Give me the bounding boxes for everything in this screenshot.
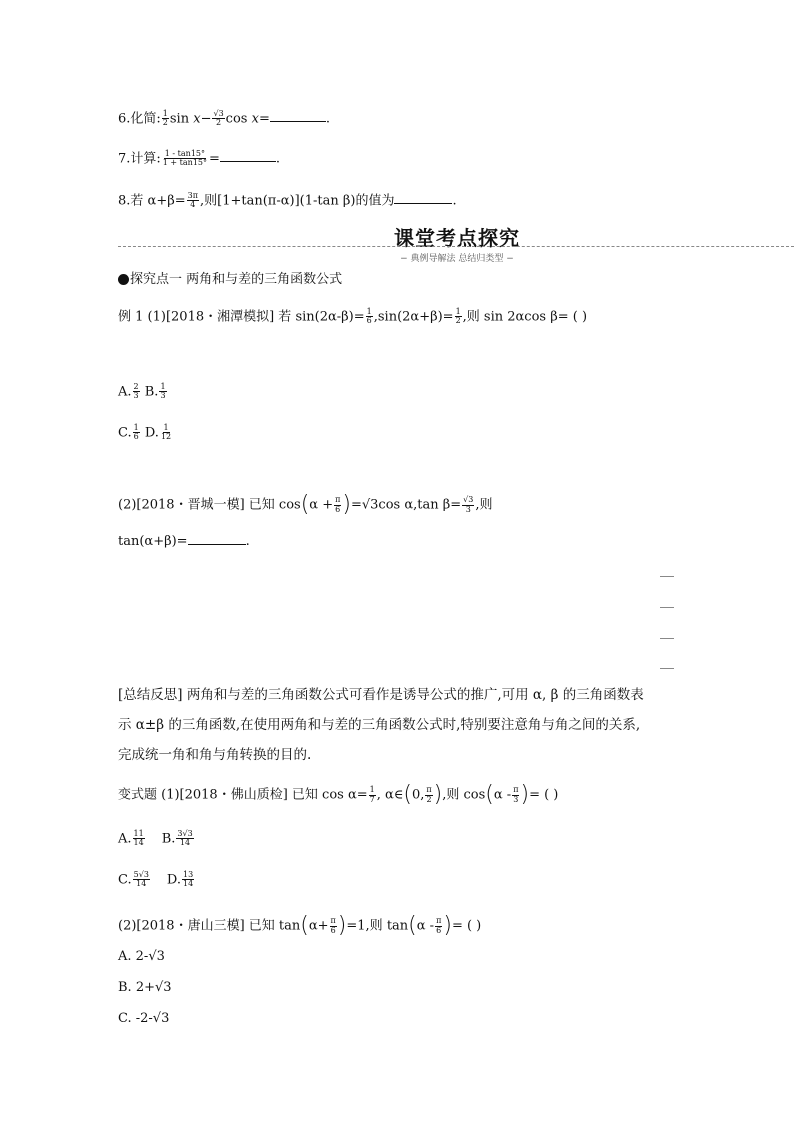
margin-dash	[660, 668, 674, 669]
option-d-value: $\frac{1}{12}$	[160, 423, 172, 442]
section-title: 课堂考点探究	[394, 226, 520, 250]
option-b-value: $\frac{1}{3}$	[160, 382, 166, 401]
answer-blank[interactable]	[270, 110, 326, 122]
example-1-options-ab: A. $\frac{2}{3}$ B. $\frac{1}{3}$	[118, 382, 166, 401]
variant-part-1: 变式题 (1)[2018・佛山质检] 已知 cos α= $\frac{1}{7}$ , α∈(0, $\frac{\pi}{2}$ ),则 cos(α - $\frac{\pi}{3}$ )= ( )	[118, 782, 559, 807]
margin-dash	[660, 638, 674, 639]
question-8: 8.若 α+β= $\frac{3\pi}{4}$ ,则[1+tan(π-α)](1-tan β)的值为 .	[118, 191, 457, 210]
answer-blank[interactable]	[220, 150, 276, 162]
option-d-value: $\frac{13}{14}$	[183, 870, 194, 889]
option-a-value: $\frac{2}{3}$	[133, 382, 139, 401]
fraction-sqrt3-over-2: $\frac{√3}{2}$	[213, 109, 224, 128]
bullet-icon	[118, 274, 129, 285]
option-a-value: $\frac{11}{14}$	[133, 829, 144, 848]
fraction-1-2: $\frac{1}{2}$	[455, 307, 461, 326]
variant-2-option-c: C. -2-√3	[118, 1011, 170, 1026]
example-1-part-2-line-2: tan(α+β)= .	[118, 534, 250, 549]
question-6: 6.化简: $\frac{1}{2}$ sin x− $\frac{√3}{2}$ cos x= .	[118, 109, 330, 128]
answer-blank[interactable]	[394, 192, 452, 204]
answer-blank[interactable]	[188, 533, 246, 545]
section-divider	[118, 246, 794, 247]
section-subtitle: − 典例导解法 总结归类型 −	[400, 254, 514, 264]
variant-2-option-b: B. 2+√3	[118, 980, 172, 995]
fraction-1-6: $\frac{1}{6}$	[366, 307, 372, 326]
fraction-3pi-over-4: $\frac{3\pi}{4}$	[187, 191, 198, 210]
fraction-tan15: $\frac{1 - \tan 15^\circ}{1 + \tan 15^\circ}$	[162, 149, 207, 168]
fraction-pi-2: $\frac{\pi}{2}$	[426, 785, 432, 804]
fraction-1-7: $\frac{1}{7}$	[369, 785, 375, 804]
variant-1-options-cd: C. $\frac{5√3}{14}$ D. $\frac{13}{14}$	[118, 870, 194, 889]
margin-dash	[660, 607, 674, 608]
fraction-sqrt3-3: $\frac{√3}{3}$	[463, 495, 474, 514]
variant-part-2: (2)[2018・唐山三模] 已知 tan(α+ $\frac{\pi}{6}$ )=1,则 tan(α - $\frac{\pi}{6}$ )= ( )	[118, 913, 482, 938]
option-c-value: $\frac{5√3}{14}$	[133, 870, 149, 889]
example-1-part-1: 例 1 (1)[2018・湘潭模拟] 若 sin(2α-β)= $\frac{1}{6}$ ,sin(2α+β)= $\frac{1}{2}$ ,则 sin 2αcos β= ( )	[118, 307, 588, 326]
variant-1-options-ab: A. $\frac{11}{14}$ B. $\frac{3√3}{14}$	[118, 829, 193, 848]
margin-dash	[660, 576, 674, 577]
option-c-value: $\frac{1}{6}$	[133, 423, 139, 442]
example-1-options-cd: C. $\frac{1}{6}$ D. $\frac{1}{12}$	[118, 423, 172, 442]
question-7: 7.计算: $\frac{1 - \tan 15^\circ}{1 + \tan 15^\circ}$ = .	[118, 149, 281, 168]
fraction-pi-3: $\frac{\pi}{3}$	[513, 785, 519, 804]
fraction-half: $\frac{1}{2}$	[162, 109, 168, 128]
fraction-pi-6: $\frac{\pi}{6}$	[335, 495, 341, 514]
option-b-value: $\frac{3√3}{14}$	[177, 829, 193, 848]
topic-heading: 探究点一 两角和与差的三角函数公式	[118, 273, 342, 286]
fraction-pi-6: $\frac{\pi}{6}$	[436, 916, 442, 935]
variant-2-option-a: A. 2-√3	[118, 949, 165, 964]
fraction-pi-6: $\frac{\pi}{6}$	[330, 916, 336, 935]
example-1-part-2: (2)[2018・晋城一模] 已知 cos(α + $\frac{\pi}{6}$ )=√3cos α,tan β= $\frac{√3}{3}$ ,则	[118, 492, 493, 517]
summary-reflection: [总结反思] 两角和与差的三角函数公式可看作是诱导公式的推广,可用 α, β 的三角函数表 示 α±β 的三角函数,在使用两角和与差的三角函数公式时,特别要注意角与角之间的关系, 完成统一角和角与角转换的目的.	[118, 687, 644, 763]
